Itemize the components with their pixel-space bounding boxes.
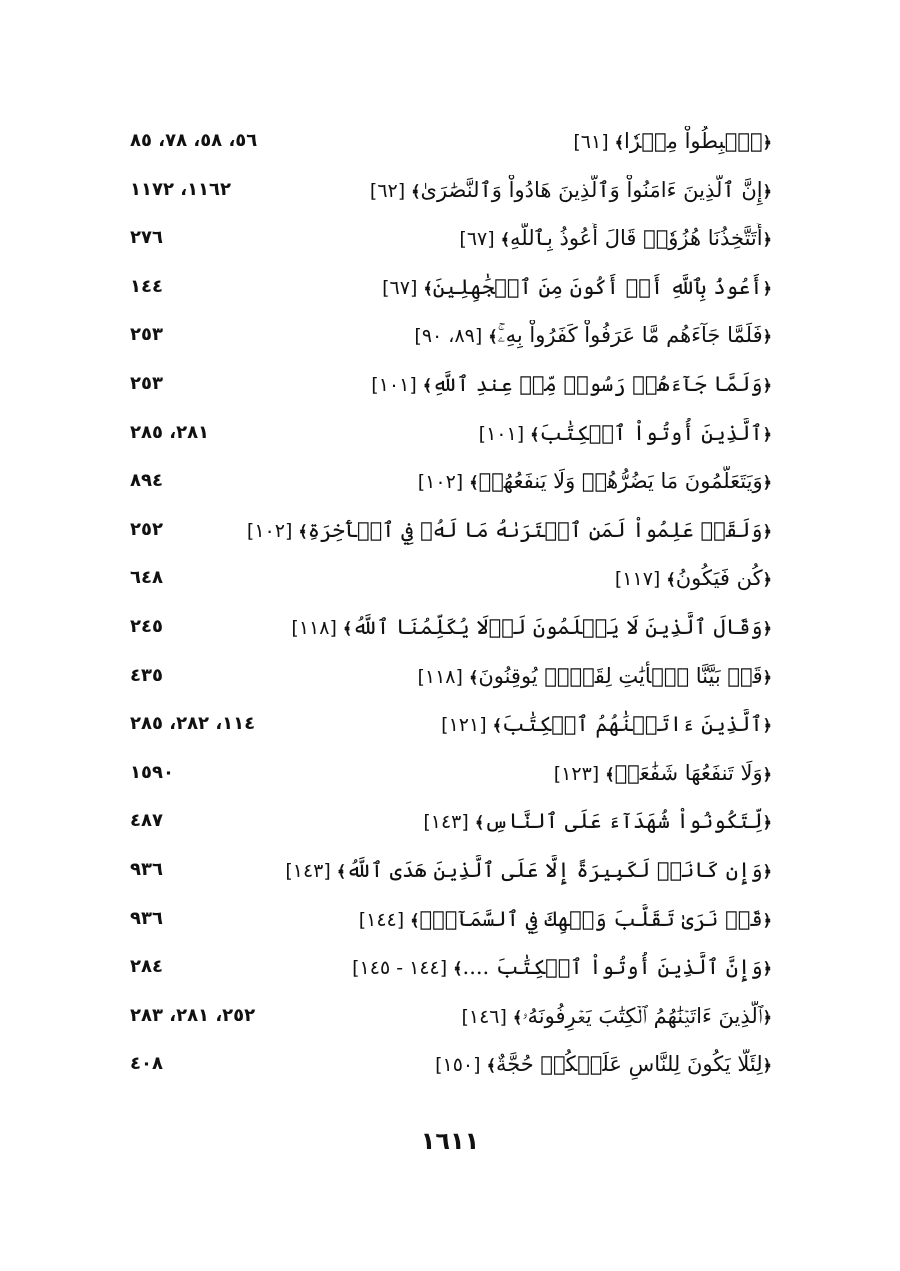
ornament-open-icon: ﴿ bbox=[762, 716, 772, 736]
ornament-close-icon: ﴾ bbox=[530, 424, 540, 444]
page-references: ٢٧٦ bbox=[130, 227, 163, 249]
ornament-close-icon: ﴾ bbox=[486, 1056, 496, 1076]
ornament-close-icon: ﴾ bbox=[474, 813, 485, 833]
verse-reference: [٦١] bbox=[573, 131, 609, 153]
verse-reference: [٨٩، ٩٠] bbox=[414, 325, 483, 348]
verse-text: أَعُوذُ بِٱللَّهِ أَنۡ أَكُونَ مِنَ ٱلۡجَٰهِلِينَ bbox=[432, 274, 763, 299]
verse-text-cell bbox=[435, 1049, 772, 1081]
page-references: ٢٨٤ bbox=[130, 956, 163, 978]
ornament-close-icon: ﴾ bbox=[605, 764, 615, 784]
page-references: ٢٨١، ٢٨٥ bbox=[130, 421, 210, 443]
ornament-open-icon: ﴿ bbox=[762, 861, 772, 881]
verse-text-cell bbox=[554, 758, 772, 790]
verse-text-cell bbox=[414, 320, 772, 352]
verse-text: كُن فَيَكُونُ bbox=[675, 566, 763, 591]
index-row bbox=[0, 1045, 900, 1094]
page-references: ٤٠٨ bbox=[130, 1053, 163, 1075]
verse-text: وَلَقَدۡ عَلِمُواْ لَمَنِ ٱشۡتَرَىٰهُ مَا لَهُۥ فِي ٱلۡأٓخِرَةِ bbox=[307, 517, 763, 542]
index-row bbox=[0, 316, 900, 365]
page-references: ٢٥٣ bbox=[130, 372, 163, 394]
page-references: ١٥٩٠ bbox=[130, 761, 174, 783]
index-row bbox=[0, 851, 900, 900]
index-row bbox=[0, 122, 900, 171]
ornament-close-icon: ﴾ bbox=[336, 861, 347, 881]
index-row bbox=[0, 997, 900, 1046]
ornament-open-icon: ﴿ bbox=[762, 133, 772, 152]
verse-text: ٱلَّذِينَ ءَاتَيۡنَٰهُمُ ٱلۡكِتَٰبَ يَعۡرِفُونَهُۥ bbox=[522, 1003, 763, 1028]
index-row bbox=[0, 462, 900, 511]
verse-text: لِئَلَّا يَكُونَ لِلنَّاسِ عَلَيۡكُمۡ حُجَّةٌ bbox=[495, 1052, 763, 1077]
page-references: ٦٤٨ bbox=[130, 567, 163, 589]
ornament-open-icon: ﴿ bbox=[762, 910, 772, 930]
index-row bbox=[0, 802, 900, 851]
verse-text-cell bbox=[459, 223, 772, 255]
page-references: ١١٤، ٢٨٢، ٢٨٥ bbox=[130, 713, 256, 735]
ornament-close-icon: ﴾ bbox=[410, 910, 420, 930]
verse-text: وَإِن كَانَتۡ لَكَبِيرَةً إِلَّا عَلَى ٱلَّذِينَ هَدَى ٱللَّهُ bbox=[346, 857, 763, 882]
verse-text-cell bbox=[382, 272, 772, 304]
verse-reference: [١١٨] bbox=[417, 665, 463, 688]
index-row bbox=[0, 948, 900, 997]
verse-text-cell bbox=[291, 612, 772, 644]
verse-reference: [١٠١] bbox=[478, 422, 525, 445]
verse-reference: [١١٨] bbox=[291, 616, 337, 639]
verse-text: وَلَمَّا جَآءَهُمۡ رَسُولٞ مِّنۡ عِندِ ٱللَّهِ bbox=[432, 371, 763, 396]
verse-reference: [٦٧] bbox=[459, 228, 495, 251]
verse-reference: [١٤٦] bbox=[461, 1005, 507, 1028]
index-row bbox=[0, 171, 900, 220]
ornament-close-icon: ﴾ bbox=[298, 521, 308, 541]
ornament-close-icon: ﴾ bbox=[469, 473, 479, 493]
ornament-close-icon: ﴾ bbox=[468, 667, 479, 687]
ornament-open-icon: ﴿ bbox=[762, 327, 772, 347]
verse-reference: [١٠٢] bbox=[246, 519, 293, 542]
verse-text-cell bbox=[441, 709, 772, 741]
ornament-open-icon: ﴿ bbox=[762, 230, 772, 250]
ornament-open-icon: ﴿ bbox=[762, 424, 772, 444]
ornament-close-icon: ﴾ bbox=[512, 1007, 523, 1027]
ornament-open-icon: ﴿ bbox=[762, 375, 772, 395]
ornament-open-icon: ﴿ bbox=[762, 181, 772, 201]
verse-text-cell bbox=[417, 661, 772, 693]
ornament-close-icon: ﴾ bbox=[488, 327, 498, 347]
verse-text: وَلَا تَنفَعُهَا شَفَٰعَةٞ bbox=[614, 760, 763, 785]
verse-text-cell bbox=[370, 175, 772, 207]
index-row bbox=[0, 754, 900, 803]
page-references: ٢٥٢، ٢٨١، ٢٨٣ bbox=[130, 1004, 256, 1026]
verse-text: ٱلَّذِينَ أُوتُواْ ٱلۡكِتَٰبَ bbox=[539, 420, 763, 445]
verse-reference: [٦٢] bbox=[369, 179, 406, 202]
verse-text-cell bbox=[285, 855, 772, 887]
verse-reference: [٦٧] bbox=[382, 276, 418, 299]
ornament-open-icon: ﴿ bbox=[762, 813, 772, 833]
verse-text-cell bbox=[371, 369, 772, 401]
ornament-open-icon: ﴿ bbox=[762, 618, 772, 638]
verse-text: ٱلَّذِينَ ءَاتَيۡنَٰهُمُ ٱلۡكِتَٰبَ bbox=[501, 712, 763, 737]
verse-reference: [١٠١] bbox=[371, 373, 417, 396]
verse-reference: [١٤٤ - ١٤٥] bbox=[352, 957, 448, 980]
index-row bbox=[0, 219, 900, 268]
page-references: ٤٣٥ bbox=[130, 664, 163, 686]
ornament-open-icon: ﴿ bbox=[762, 667, 772, 687]
verse-text-cell bbox=[359, 904, 772, 936]
ornament-open-icon: ﴿ bbox=[762, 521, 772, 541]
index-row bbox=[0, 657, 900, 706]
ornament-open-icon: ﴿ bbox=[762, 1007, 772, 1027]
verse-text-cell bbox=[573, 126, 772, 158]
ornament-close-icon: ﴾ bbox=[411, 181, 421, 201]
verse-text-cell bbox=[418, 466, 772, 498]
verse-text: فَلَمَّا جَآءَهُم مَّا عَرَفُواْ كَفَرُواْ بِهِۦۚ bbox=[497, 323, 763, 348]
verse-text: وَإِنَّ ٱلَّذِينَ أُوتُواْ ٱلۡكِتَٰبَ .... bbox=[462, 955, 763, 980]
page-references: ٢٥٣ bbox=[130, 324, 163, 346]
verse-reference: [١٢١] bbox=[441, 714, 487, 737]
index-row bbox=[0, 511, 900, 560]
verse-reference: [١٢٣] bbox=[553, 762, 600, 785]
ornament-close-icon: ﴾ bbox=[614, 133, 625, 152]
verse-reference: [١١٧] bbox=[614, 568, 661, 591]
ornament-open-icon: ﴿ bbox=[762, 959, 772, 979]
ornament-close-icon: ﴾ bbox=[453, 959, 463, 979]
verse-text-cell bbox=[352, 952, 772, 984]
verse-text: لِّتَكُونُواْ شُهَدَآءَ عَلَى ٱلنَّاسِ bbox=[484, 809, 763, 834]
page-references: ١٤٤ bbox=[130, 275, 163, 297]
ornament-open-icon: ﴿ bbox=[762, 764, 772, 784]
verse-text: أَتَتَّخِذُنَا هُزُوٗاۖ قَالَ أَعُوذُ بِٱللَّهِ bbox=[510, 226, 763, 251]
page-references: ٢٥٢ bbox=[130, 518, 163, 540]
ornament-close-icon: ﴾ bbox=[492, 716, 502, 736]
verse-reference: [١٤٤] bbox=[358, 908, 405, 931]
page-references: ٤٨٧ bbox=[130, 810, 163, 832]
verse-reference: [١٥٠] bbox=[435, 1054, 481, 1077]
page-references: ٢٤٥ bbox=[130, 615, 163, 637]
index-row bbox=[0, 705, 900, 754]
verse-text-cell bbox=[615, 563, 772, 595]
index-row bbox=[0, 559, 900, 608]
verse-text-cell bbox=[423, 806, 772, 838]
index-row bbox=[0, 365, 900, 414]
page-references: ٩٣٦ bbox=[130, 907, 163, 929]
index-row bbox=[0, 608, 900, 657]
verse-text: وَيَتَعَلَّمُونَ مَا يَضُرُّهُمۡ وَلَا يَنفَعُهُمۡ bbox=[478, 469, 763, 494]
index-row bbox=[0, 414, 900, 463]
verse-index-list bbox=[0, 122, 900, 1094]
ornament-close-icon: ﴾ bbox=[342, 618, 353, 638]
ornament-open-icon: ﴿ bbox=[762, 473, 772, 493]
verse-text-cell bbox=[479, 418, 772, 450]
verse-text: إِنَّ ٱلَّذِينَ ءَامَنُواْ وَٱلَّذِينَ هَادُواْ وَٱلنَّصَٰرَىٰ bbox=[420, 177, 763, 202]
verse-reference: [١٤٣] bbox=[285, 859, 331, 882]
ornament-close-icon: ﴾ bbox=[422, 375, 433, 395]
ornament-close-icon: ﴾ bbox=[666, 570, 676, 590]
verse-text: وَقَالَ ٱلَّذِينَ لَا يَعۡلَمُونَ لَوۡلَا يُكَلِّمُنَا ٱللَّهُ bbox=[352, 614, 763, 639]
ornament-open-icon: ﴿ bbox=[762, 570, 772, 590]
page-references: ٨٩٤ bbox=[130, 470, 163, 492]
ornament-open-icon: ﴿ bbox=[762, 278, 772, 298]
page-number: ١٦١١ bbox=[420, 1127, 480, 1155]
index-row bbox=[0, 268, 900, 317]
page-references: ١١٦٢، ١١٧٢ bbox=[130, 178, 232, 200]
verse-reference: [١٠٢] bbox=[417, 471, 464, 494]
index-row bbox=[0, 900, 900, 949]
verse-text-cell bbox=[461, 1001, 772, 1033]
page-references: ٥٦، ٥٨، ٧٨، ٨٥ bbox=[130, 130, 258, 151]
verse-text: قَدۡ نَرَىٰ تَقَلُّبَ وَجۡهِكَ فِي ٱلسَّمَآءِۖ bbox=[419, 906, 763, 931]
page-references: ٩٣٦ bbox=[130, 858, 163, 880]
verse-text: ٱهۡبِطُواْ مِصۡرٗا bbox=[624, 129, 763, 153]
verse-reference: [١٤٣] bbox=[423, 811, 469, 834]
ornament-close-icon: ﴾ bbox=[423, 278, 433, 298]
verse-text: قَدۡ بَيَّنَّا ٱلۡأٓيَٰتِ لِقَوۡمٖ يُوقِنُونَ bbox=[478, 663, 763, 688]
ornament-close-icon: ﴾ bbox=[500, 230, 511, 250]
ornament-open-icon: ﴿ bbox=[762, 1056, 772, 1076]
